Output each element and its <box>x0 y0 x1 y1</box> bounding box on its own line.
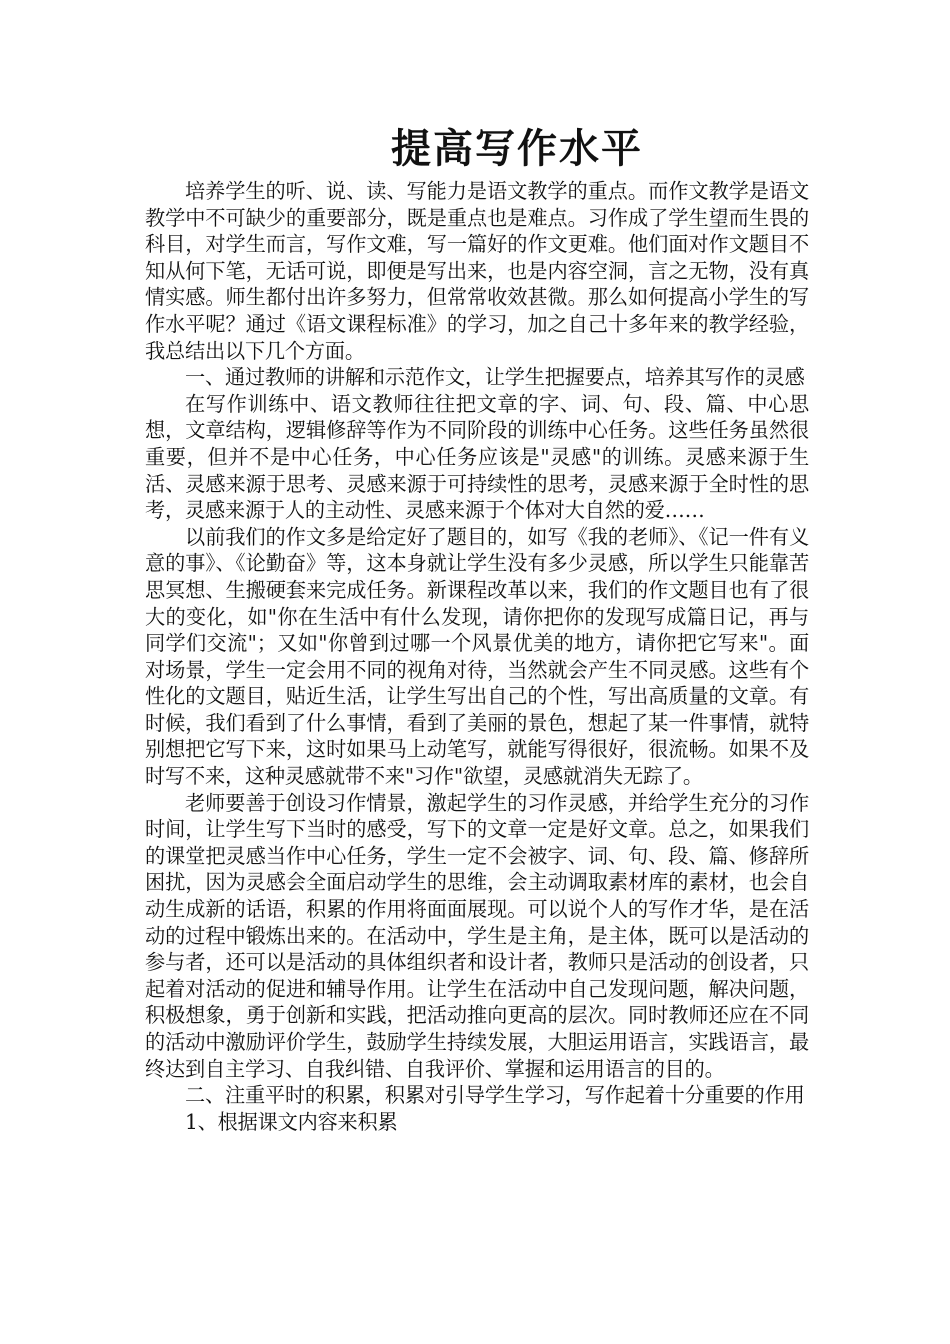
body-paragraph: 以前我们的作文多是给定好了题目的，如写《我的老师》、《记一件有义意的事》、《论勤奋》等，这本身就让学生没有多少灵感，所以学生只能靠苦思冥想、生搬硬套来完成任务。新课程改革以来，我们的作文题目也有了很大的变化，如"你在生活中有什么发现，请你把你的发现写成篇日记，再与同学们交流"；又如"你曾到过哪一个风景优美的地方，请你把它写来"。面对场景，学生一定会用不同的视角对待，当然就会产生不同灵感。这些有个性化的文题目，贴近生活，让学生写出自己的个性，写出高质量的文章。有时候，我们看到了什么事情，看到了美丽的景色，想起了某一件事情，就特别想把它写下来，这时如果马上动笔写，就能写得很好，很流畅。如果不及时写不来，这种灵感就带不来"习作"欲望，灵感就消失无踪了。 <box>145 524 809 789</box>
document-title: 提高写作水平 <box>391 125 643 172</box>
document-body <box>145 178 809 1135</box>
document-page <box>145 122 809 1135</box>
section-heading: 1、根据课文内容来积累 <box>185 1109 398 1134</box>
body-paragraph: 在写作训练中、语文教师往往把文章的字、词、句、段、篇、中心思想，文章结构，逻辑修辞等作为不同阶段的训练中心任务。这些任务虽然很重要，但并不是中心任务，中心任务应该是"灵感"的训练。灵感来源于生活、灵感来源于思考、灵感来源于可持续性的思考，灵感来源于全时性的思考，灵感来源于人的主动性、灵感来源于个体对大自然的爱…… <box>145 391 809 523</box>
section-heading: 二、注重平时的积累，积累对引导学生学习，写作起着十分重要的作用 <box>185 1083 805 1108</box>
section-heading: 一、通过教师的讲解和示范作文，让学生把握要点，培养其写作的灵感 <box>185 365 805 390</box>
body-paragraph: 培养学生的听、说、读、写能力是语文教学的重点。而作文教学是语文教学中不可缺少的重要部分，既是重点也是难点。习作成了学生望而生畏的科目，对学生而言，写作文难，写一篇好的作文更难。他们面对作文题目不知从何下笔，无话可说，即便是写出来，也是内容空洞，言之无物，没有真情实感。师生都付出许多努力，但常常收效甚微。那么如何提高小学生的写作水平呢？通过《语文课程标准》的学习，加之自己十多年来的教学经验，我总结出以下几个方面。 <box>145 179 809 363</box>
body-paragraph: 老师要善于创设习作情景，激起学生的习作灵感，并给学生充分的习作时间，让学生写下当时的感受，写下的文章一定是好文章。总之，如果我们的课堂把灵感当作中心任务，学生一定不会被字、词、句、段、篇、修辞所困扰，因为灵感会全面启动学生的思维，会主动调取素材库的素材，也会自动生成新的话语，积累的作用将面面展现。可以说个人的写作才华，是在活动的过程中锻炼出来的。在活动中，学生是主角，是主体，既可以是活动的参与者，还可以是活动的具体组织者和设计者，教师只是活动的创设者，只起着对活动的促进和辅导作用。让学生在活动中自己发现问题，解决问题，积极想象，勇于创新和实践，把活动推向更高的层次。同时教师还应在不同的活动中激励评价学生，鼓励学生持续发展，大胆运用语言，实践语言，最终达到自主学习、自我纠错、自我评价、掌握和运用语言的目的。 <box>145 790 809 1081</box>
